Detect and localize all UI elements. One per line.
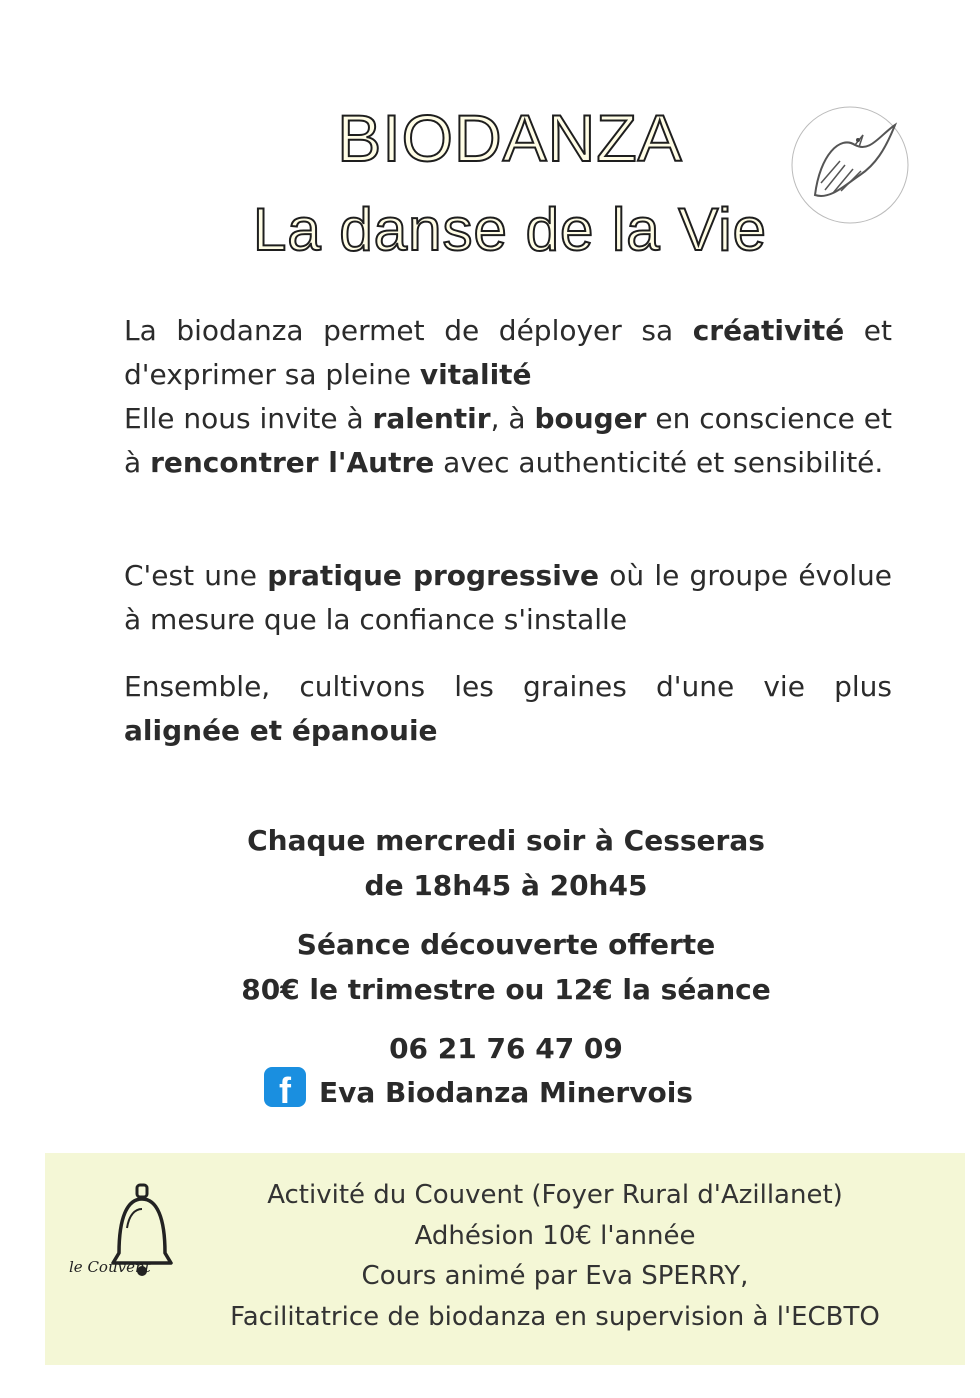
schedule-block xyxy=(0,818,980,908)
phone-number: 06 21 76 47 09 xyxy=(389,1032,623,1065)
intro-paragraph-1 xyxy=(124,309,892,485)
footer-text xyxy=(145,1175,965,1337)
bell-caption: le Couvent xyxy=(69,1258,151,1276)
pricing-block xyxy=(0,922,980,1012)
schedule-day: Chaque mercredi soir à Cesseras xyxy=(247,824,765,857)
p1-text-4: , à xyxy=(490,402,535,435)
intro-paragraph-2 xyxy=(124,554,892,642)
p1-bold-rencontrer: rencontrer l'Autre xyxy=(150,446,435,479)
p1-text-2: et d'exprimer sa pleine xyxy=(124,314,892,391)
p1-text-3: Elle nous invite à xyxy=(124,402,373,435)
footer-line-facilitator: Facilitatrice de biodanza en supervision à l'ECBTO xyxy=(230,1301,880,1332)
p2-bold-pratique: pratique progressive xyxy=(267,559,600,592)
p2-text-1: C'est une xyxy=(124,559,268,592)
facebook-icon: f xyxy=(264,1067,306,1107)
intro-paragraph-3 xyxy=(124,665,892,753)
p2-text-2: où le groupe évolue à mesure que la confiance s'installe xyxy=(124,559,892,636)
pricing-discovery: Séance découverte offerte xyxy=(296,928,716,961)
p1-bold-bouger: bouger xyxy=(534,402,647,435)
footer-line-activity: Activité du Couvent (Foyer Rural d'Azillanet) xyxy=(267,1180,843,1210)
p1-bold-vitalite: vitalité xyxy=(419,358,532,391)
p1-text-6: avec authenticité et sensibilité. xyxy=(434,446,884,479)
footer-line-membership: Adhésion 10€ l'année xyxy=(414,1220,696,1251)
footer-line-teacher: Cours animé par Eva SPERRY, xyxy=(361,1261,749,1291)
p3-bold-alignee: alignée et épanouie xyxy=(124,714,438,747)
p1-text-1: La biodanza permet de déployer sa xyxy=(124,314,693,347)
p1-bold-ralentir: ralentir xyxy=(372,402,491,435)
flyer-subtitle: La danse de la Vie xyxy=(253,196,767,263)
facebook-page-name: Eva Biodanza Minervois xyxy=(319,1076,693,1109)
bird-logo-icon xyxy=(785,95,915,245)
flyer-title: BIODANZA xyxy=(337,101,683,175)
p1-bold-creativite: créativité xyxy=(692,314,845,347)
footer-panel xyxy=(45,1153,965,1365)
p3-text-1: Ensemble, cultivons les graines d'une vie plus xyxy=(124,670,892,703)
p1-text-5: en conscience et à xyxy=(124,402,893,479)
schedule-time: de 18h45 à 20h45 xyxy=(364,869,648,902)
pricing-rates: 80€ le trimestre ou 12€ la séance xyxy=(241,973,771,1006)
